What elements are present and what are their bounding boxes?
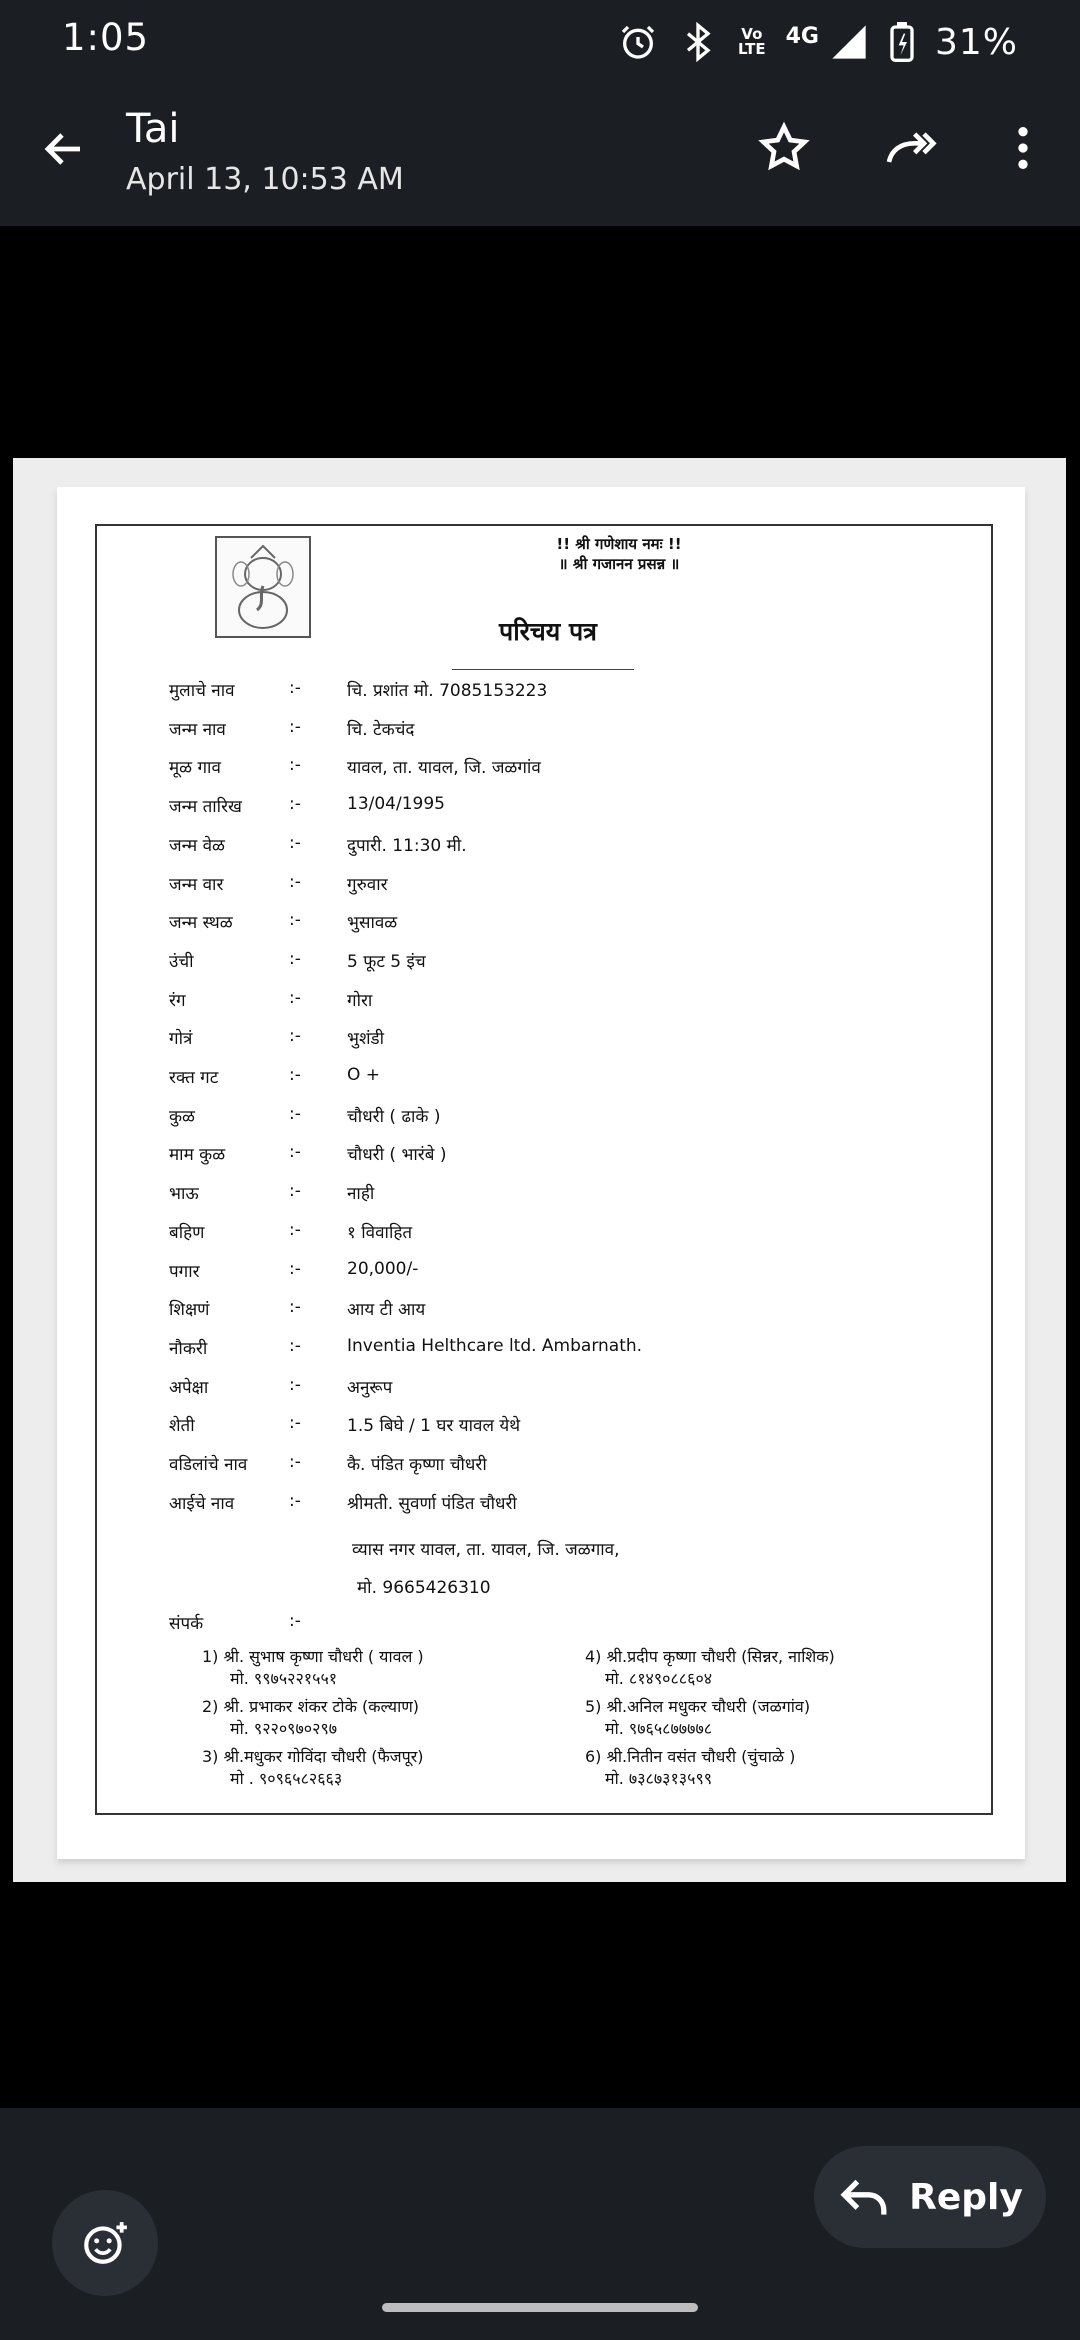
title-underline bbox=[452, 669, 634, 670]
field-colon: :- bbox=[289, 1258, 301, 1279]
field-value: 13/04/1995 bbox=[347, 794, 445, 815]
field-value: अनुरूप bbox=[347, 1377, 393, 1398]
field-value: यावल, ता. यावल, जि. जळगांव bbox=[347, 758, 541, 779]
contact-name: 4) श्री.प्रदीप कृष्णा चौधरी (सिन्नर, नाशिक) bbox=[585, 1647, 835, 1666]
field-label: वडिलांचे नाव bbox=[169, 1455, 248, 1475]
star-icon[interactable] bbox=[756, 120, 812, 176]
status-bar bbox=[0, 0, 1080, 80]
field-colon: :- bbox=[289, 987, 301, 1008]
field-colon: :- bbox=[289, 1297, 301, 1318]
field-colon: :- bbox=[289, 1413, 301, 1434]
contact-phone: मो. ९२२०९७०२९७ bbox=[230, 1719, 338, 1738]
contact-item bbox=[202, 1696, 419, 1740]
field-label: रक्त गट bbox=[169, 1068, 219, 1088]
contact-item bbox=[585, 1696, 810, 1740]
field-label: जन्म वेळ bbox=[169, 835, 225, 856]
field-colon: :- bbox=[289, 1142, 301, 1163]
bluetooth-icon bbox=[678, 22, 718, 62]
contact-name: 2) श्री. प्रभाकर शंकर टोके (कल्याण) bbox=[202, 1697, 420, 1716]
biodata-border bbox=[95, 524, 993, 1815]
field-value: दुपारी. 11:30 मी. bbox=[347, 835, 467, 856]
address-phone: मो. 9665426310 bbox=[357, 1578, 491, 1598]
contact-item bbox=[585, 1646, 835, 1690]
field-label: मुलाचे नाव bbox=[169, 681, 235, 701]
field-colon: :- bbox=[289, 678, 301, 698]
header-line-2: ॥ श्री गजानन प्रसन्न ॥ bbox=[558, 555, 680, 573]
volte-indicator: Vo LTE bbox=[738, 25, 766, 58]
home-indicator[interactable] bbox=[382, 2303, 698, 2312]
field-value: १ विवाहित bbox=[347, 1222, 413, 1243]
contact-phone: मो. ९७६५८७७७७८ bbox=[605, 1719, 713, 1738]
add-emoji-button[interactable] bbox=[52, 2190, 158, 2296]
message-date: April 13, 10:53 AM bbox=[126, 162, 404, 197]
network-type: 4G bbox=[785, 23, 819, 49]
contact-item bbox=[202, 1646, 424, 1690]
field-colon: :- bbox=[289, 755, 301, 776]
field-colon: :- bbox=[289, 716, 301, 737]
contact-label: संपर्क bbox=[169, 1614, 204, 1634]
field-colon: :- bbox=[289, 948, 301, 969]
alarm-icon bbox=[618, 22, 658, 62]
header-line-1: !! श्री गणेशाय नमः !! bbox=[556, 535, 682, 553]
field-value: आय टी आय bbox=[347, 1300, 426, 1321]
field-value: चौधरी ( भारंबे ) bbox=[347, 1145, 447, 1166]
field-label: नौकरी bbox=[169, 1338, 208, 1359]
field-colon: :- bbox=[289, 794, 301, 815]
reply-button[interactable] bbox=[814, 2146, 1046, 2248]
field-label: शेती bbox=[169, 1416, 195, 1437]
contact-phone: मो . ९०९६५८२६६३ bbox=[230, 1769, 343, 1788]
field-label: कुळ bbox=[169, 1106, 195, 1127]
field-label: जन्म नाव bbox=[169, 719, 226, 740]
sender-name: Tai bbox=[126, 106, 180, 152]
field-value: भुशंडी bbox=[347, 1029, 385, 1050]
field-label: रंग bbox=[169, 990, 186, 1011]
field-colon: :- bbox=[289, 1490, 301, 1511]
field-value: 1.5 बिघे / 1 घर यावल येथे bbox=[347, 1416, 521, 1437]
field-colon: :- bbox=[289, 1611, 301, 1631]
field-label: उंची bbox=[169, 951, 194, 972]
document-title: परिचय पत्र bbox=[499, 617, 597, 646]
field-value: कै. पंडित कृष्णा चौधरी bbox=[347, 1455, 487, 1475]
reply-label: Reply bbox=[909, 2176, 1023, 2218]
field-value: श्रीमती. सुवर्णा पंडित चौधरी bbox=[347, 1493, 517, 1514]
field-value: चि. टेकचंद bbox=[347, 719, 415, 740]
app-bar bbox=[0, 80, 1080, 226]
field-colon: :- bbox=[289, 871, 301, 892]
field-colon: :- bbox=[289, 1335, 301, 1356]
contact-name: 5) श्री.अनिल मधुकर चौधरी (जळगांव) bbox=[585, 1697, 811, 1716]
field-colon: :- bbox=[289, 910, 301, 931]
contact-name: 6) श्री.नितीन वसंत चौधरी (चुंचाळे ) bbox=[585, 1747, 796, 1766]
contact-name: 3) श्री.मधुकर गोविंदा चौधरी (फैजपूर) bbox=[202, 1747, 424, 1766]
back-arrow-icon[interactable] bbox=[40, 125, 88, 173]
field-value: गुरुवार bbox=[347, 874, 388, 895]
field-colon: :- bbox=[289, 1374, 301, 1395]
field-colon: :- bbox=[289, 1219, 301, 1240]
field-colon: :- bbox=[289, 832, 301, 853]
contact-name: 1) श्री. सुभाष कृष्णा चौधरी ( यावल ) bbox=[202, 1647, 424, 1666]
field-colon: :- bbox=[289, 1103, 301, 1124]
signal-icon bbox=[829, 22, 869, 62]
field-value: भुसावळ bbox=[347, 913, 398, 934]
field-colon: :- bbox=[289, 1026, 301, 1047]
field-label: शिक्षणं bbox=[169, 1300, 210, 1321]
field-value: नाही bbox=[347, 1184, 375, 1205]
field-value: चौधरी ( ढाके ) bbox=[347, 1106, 441, 1127]
biodata-sheet bbox=[57, 487, 1025, 1859]
attachment-image[interactable] bbox=[13, 458, 1066, 1882]
field-value: चि. प्रशांत मो. 7085153223 bbox=[347, 681, 548, 701]
battery-charging-icon bbox=[889, 22, 915, 62]
field-label: गोत्रं bbox=[169, 1029, 193, 1050]
reply-icon bbox=[837, 2175, 891, 2219]
field-value: 5 फूट 5 इंच bbox=[347, 951, 426, 972]
contact-item bbox=[202, 1746, 424, 1790]
field-label: बहिण bbox=[169, 1222, 205, 1243]
field-label: जन्म स्थळ bbox=[169, 913, 233, 934]
field-label: मूळ गाव bbox=[169, 758, 221, 779]
field-label: माम कुळ bbox=[169, 1145, 226, 1166]
forward-icon[interactable] bbox=[882, 120, 938, 176]
field-label: जन्म वार bbox=[169, 874, 224, 895]
field-value: Inventia Helthcare ltd. Ambarnath. bbox=[347, 1335, 643, 1356]
add-emoji-icon bbox=[80, 2218, 130, 2268]
contact-phone: मो. ७३८७३१३५९९ bbox=[605, 1769, 713, 1788]
contact-phone: मो. ८१४९०८८६०४ bbox=[605, 1669, 713, 1688]
more-vert-icon[interactable] bbox=[995, 120, 1051, 176]
field-value: O + bbox=[347, 1065, 381, 1085]
field-colon: :- bbox=[289, 1065, 301, 1085]
battery-level: 31% bbox=[934, 21, 1018, 63]
field-label: पगार bbox=[169, 1261, 200, 1282]
field-colon: :- bbox=[289, 1181, 301, 1202]
contact-item bbox=[585, 1746, 795, 1790]
field-colon: :- bbox=[289, 1452, 301, 1472]
address-line: व्यास नगर यावल, ता. यावल, जि. जळगाव, bbox=[352, 1540, 620, 1560]
field-label: आईचे नाव bbox=[169, 1493, 235, 1514]
field-label: अपेक्षा bbox=[169, 1377, 209, 1398]
field-value: 20,000/- bbox=[347, 1258, 419, 1279]
field-label: भाऊ bbox=[169, 1184, 199, 1205]
field-label: जन्म तारिख bbox=[169, 797, 242, 818]
status-time: 1:05 bbox=[62, 16, 150, 59]
contact-phone: मो. ९९७५२२१५५१ bbox=[230, 1669, 338, 1688]
field-value: गोरा bbox=[347, 990, 373, 1011]
status-icons bbox=[618, 14, 1080, 70]
